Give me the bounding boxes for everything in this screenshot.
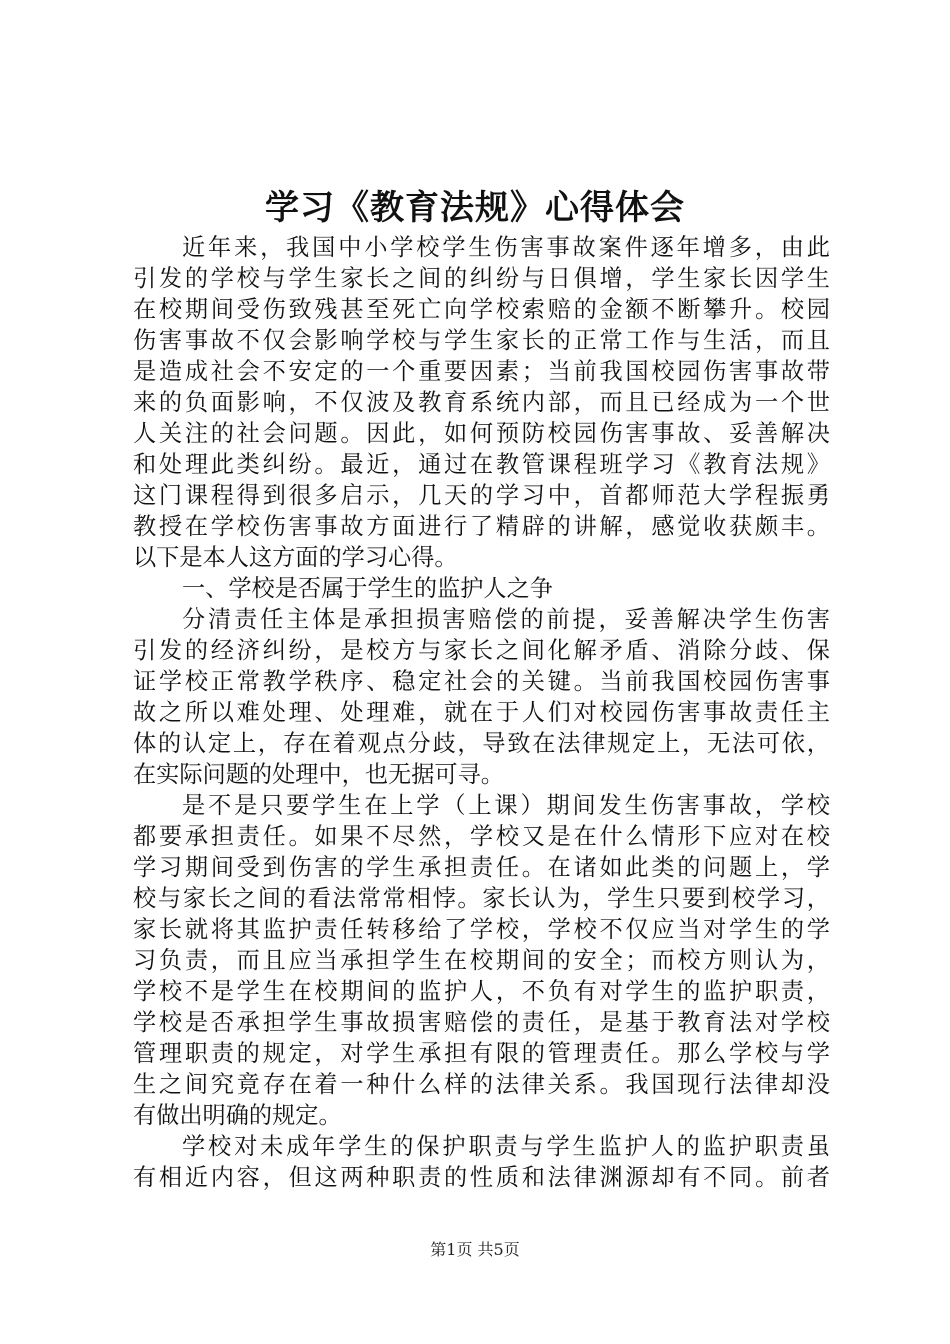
text-line: 以下是本人这方面的学习心得。: [133, 544, 458, 571]
text-line: 学校对未成年学生的保护职责与学生监护人的监护职责虽: [182, 1133, 830, 1160]
text-line: 是造成社会不安定的一个重要因素；当前我国校园伤害事故带: [133, 358, 830, 385]
page-footer: 第1页 共5页: [430, 1240, 520, 1259]
text-line: 习负责，而且应当承担学生在校期间的安全；而校方则认为，: [133, 947, 830, 974]
text-line: 引发的学校与学生家长之间的纠纷与日俱增，学生家长因学生: [133, 265, 830, 292]
text-line: 在实际问题的处理中，也无据可寻。: [133, 761, 504, 788]
text-line: 伤害事故不仅会影响学校与学生家长的正常工作与生活，而且: [133, 327, 830, 354]
text-line: 有相近内容，但这两种职责的性质和法律渊源却有不同。前者: [133, 1164, 830, 1191]
text-line: 引发的经济纠纷，是校方与家长之间化解矛盾、消除分歧、保: [133, 637, 830, 664]
text-line: 体的认定上，存在着观点分歧，导致在法律规定上，无法可依，: [133, 730, 830, 757]
text-line: 教授在学校伤害事故方面进行了精辟的讲解，感觉收获颇丰。: [133, 513, 830, 540]
text-line: 人关注的社会问题。因此，如何预防校园伤害事故、妥善解决: [133, 420, 830, 447]
text-line: 在校期间受伤致残甚至死亡向学校索赔的金额不断攀升。校园: [133, 296, 830, 323]
text-line: 证学校正常教学秩序、稳定社会的关键。当前我国校园伤害事: [133, 668, 830, 695]
text-line: 生之间究竟存在着一种什么样的法律关系。我国现行法律却没: [133, 1071, 830, 1098]
text-line: 校与家长之间的看法常常相悖。家长认为，学生只要到校学习，: [133, 885, 830, 912]
text-line: 都要承担责任。如果不尽然，学校又是在什么情形下应对在校: [133, 823, 830, 850]
text-line: 学习期间受到伤害的学生承担责任。在诸如此类的问题上，学: [133, 854, 830, 881]
text-line: 来的负面影响，不仅波及教育系统内部，而且已经成为一个世: [133, 389, 830, 416]
document-title: 学习《教育法规》心得体会: [265, 188, 685, 228]
text-line: 学校不是学生在校期间的监护人，不负有对学生的监护职责，: [133, 978, 830, 1005]
text-line: 一、学校是否属于学生的监护人之争: [182, 575, 553, 602]
text-line: 有做出明确的规定。: [133, 1102, 342, 1129]
text-line: 这门课程得到很多启示，几天的学习中，首都师范大学程振勇: [133, 482, 830, 509]
text-line: 近年来，我国中小学校学生伤害事故案件逐年增多，由此: [182, 234, 830, 261]
document-body: [133, 232, 830, 1193]
text-line: 故之所以难处理、处理难，就在于人们对校园伤害事故责任主: [133, 699, 830, 726]
text-line: 管理职责的规定，对学生承担有限的管理责任。那么学校与学: [133, 1040, 830, 1067]
text-line: 是不是只要学生在上学（上课）期间发生伤害事故，学校: [182, 792, 830, 819]
text-line: 和处理此类纠纷。最近，通过在教管课程班学习《教育法规》: [133, 451, 830, 478]
text-line: 分清责任主体是承担损害赔偿的前提，妥善解决学生伤害: [182, 606, 830, 633]
text-line: 学校是否承担学生事故损害赔偿的责任，是基于教育法对学校: [133, 1009, 830, 1036]
text-line: 家长就将其监护责任转移给了学校，学校不仅应当对学生的学: [133, 916, 830, 943]
